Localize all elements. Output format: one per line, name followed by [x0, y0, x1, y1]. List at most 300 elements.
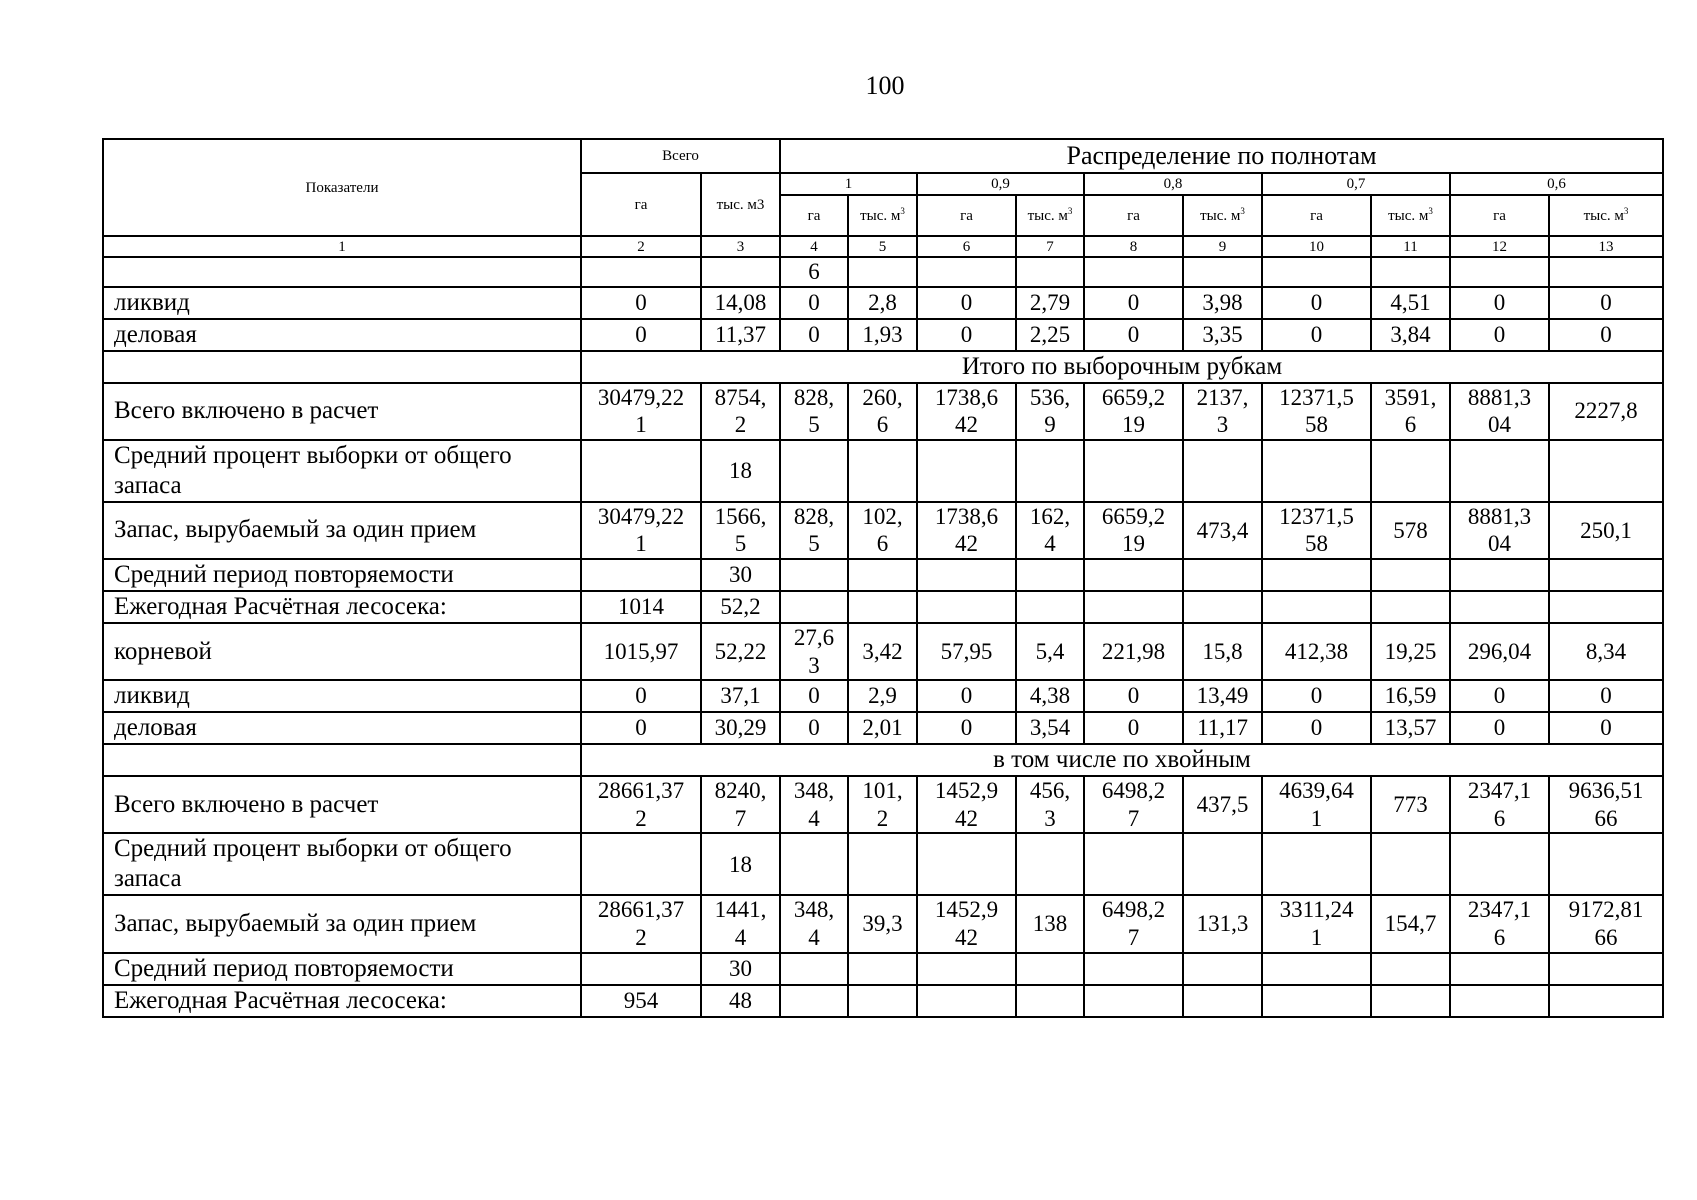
value-cell — [1549, 895, 1663, 952]
unit-superscript: 3 — [1240, 206, 1245, 216]
table-row — [103, 440, 1663, 502]
column-number: 10 — [1262, 236, 1371, 257]
value-text: 3 — [1044, 805, 1056, 831]
value-cell — [1450, 440, 1549, 502]
value-cell — [581, 895, 701, 952]
value-text: 19 — [1122, 412, 1146, 438]
value-cell — [1262, 985, 1371, 1017]
value-cell — [1016, 440, 1084, 502]
value-text: 131,3 — [1196, 911, 1249, 937]
row-label: Средний процент выборки от общего запаса — [103, 440, 581, 502]
value-cell — [1183, 502, 1262, 559]
value-cell — [581, 502, 701, 559]
value-text: 11,17 — [1197, 715, 1248, 741]
value-cell — [1549, 440, 1663, 502]
value-cell — [1262, 287, 1371, 319]
value-cell — [1084, 833, 1183, 895]
value-cell — [1450, 502, 1549, 559]
value-text: 28661,37 — [597, 778, 685, 804]
value-cell — [1262, 440, 1371, 502]
unit-superscript: 3 — [900, 206, 905, 216]
value-cell — [1183, 895, 1262, 952]
value-cell — [1016, 287, 1084, 319]
value-cell — [1450, 895, 1549, 952]
value-cell — [701, 319, 780, 351]
value-cell — [581, 623, 701, 680]
value-text: 3,98 — [1202, 289, 1243, 315]
value-text: 0 — [1493, 289, 1506, 315]
value-cell — [581, 440, 701, 502]
row-label: Всего включено в расчет — [103, 383, 581, 440]
value-text: 0 — [635, 683, 647, 709]
value-text: 12371,5 — [1279, 384, 1354, 410]
value-text: 0 — [1600, 289, 1612, 315]
unit-thous-m3 — [1183, 195, 1262, 236]
value-cell — [848, 591, 917, 623]
value-text: 6 — [1493, 924, 1506, 950]
value-text: 348, — [793, 778, 835, 804]
value-text: 221,98 — [1101, 638, 1166, 664]
value-text: 260, — [862, 384, 903, 410]
value-text: 296,04 — [1467, 638, 1532, 664]
value-cell — [701, 833, 780, 895]
value-cell — [1549, 319, 1663, 351]
value-cell — [1084, 319, 1183, 351]
value-text: 250,1 — [1580, 517, 1632, 543]
section-row — [103, 744, 1663, 776]
column-number: 2 — [581, 236, 701, 257]
unit-thous-m3 — [1016, 195, 1084, 236]
table-row — [103, 680, 1663, 712]
value-text: 0 — [635, 321, 647, 347]
value-text: 0 — [1600, 715, 1612, 741]
value-cell — [917, 591, 1016, 623]
value-text: 0 — [960, 715, 973, 741]
section-blank — [103, 351, 581, 383]
value-text: 0 — [1310, 289, 1323, 315]
value-cell — [848, 440, 917, 502]
value-text: 1015,97 — [603, 638, 679, 664]
value-cell — [780, 953, 848, 985]
value-cell — [1183, 559, 1262, 591]
value-cell — [780, 440, 848, 502]
value-text: 30479,22 — [597, 503, 685, 529]
density-1: 1 — [780, 173, 917, 195]
column-number: 5 — [848, 236, 917, 257]
value-text: 162, — [1029, 503, 1071, 529]
value-text: 828, — [793, 384, 835, 410]
value-text: 2347,1 — [1467, 897, 1532, 923]
value-text: 2,9 — [868, 683, 897, 709]
value-text: 7 — [1127, 924, 1140, 950]
value-cell — [1084, 559, 1183, 591]
value-text: 6498,2 — [1101, 897, 1166, 923]
value-text: 0 — [1310, 321, 1323, 347]
row-label: Средний период повторяемости — [103, 559, 581, 591]
value-text: 4639,64 — [1279, 778, 1354, 804]
value-text: 0 — [1493, 683, 1506, 709]
value-text: 6 — [876, 531, 889, 557]
value-cell — [581, 287, 701, 319]
value-cell — [1016, 591, 1084, 623]
column-number: 12 — [1450, 236, 1549, 257]
table-row — [103, 559, 1663, 591]
value-text: 30 — [729, 562, 752, 588]
value-text: 3311,24 — [1279, 897, 1354, 923]
value-cell — [1262, 833, 1371, 895]
density-0-9: 0,9 — [917, 173, 1084, 195]
value-text: 18 — [729, 851, 752, 877]
value-cell — [1371, 502, 1450, 559]
value-cell — [780, 319, 848, 351]
column-number: 1 — [103, 236, 581, 257]
value-text: 2,8 — [868, 289, 897, 315]
value-text: 42 — [955, 412, 979, 438]
value-cell — [1262, 319, 1371, 351]
row-label: деловая — [103, 319, 581, 351]
value-cell — [848, 319, 917, 351]
value-cell — [1450, 680, 1549, 712]
value-text: 30,29 — [714, 715, 767, 741]
value-text: 2 — [635, 805, 647, 831]
value-text: 58 — [1305, 412, 1329, 438]
value-cell — [1262, 776, 1371, 833]
value-text: 4 — [808, 924, 820, 950]
value-text: 1 — [635, 412, 647, 438]
unit-text: тыс. м — [1388, 208, 1429, 224]
section-row — [103, 351, 1663, 383]
value-cell — [1084, 623, 1183, 680]
value-text: 9636,51 — [1568, 778, 1644, 804]
value-cell — [1450, 623, 1549, 680]
value-text: 1738,6 — [934, 384, 999, 410]
value-cell — [1016, 680, 1084, 712]
value-text: 52,22 — [714, 638, 767, 664]
value-cell — [848, 680, 917, 712]
value-cell — [1016, 712, 1084, 744]
value-cell — [780, 623, 848, 680]
value-text: 0 — [635, 289, 647, 315]
value-text: 4 — [734, 924, 747, 950]
value-text: 5,4 — [1035, 638, 1065, 664]
value-text: 5 — [808, 531, 820, 557]
value-text: 2 — [876, 805, 889, 831]
value-cell — [1371, 591, 1450, 623]
value-text: 102, — [862, 503, 903, 529]
unit-ha: га — [1262, 195, 1371, 236]
value-cell — [1183, 833, 1262, 895]
row-label: Ежегодная Расчётная лесосека: — [103, 591, 581, 623]
value-cell — [1549, 559, 1663, 591]
value-text: 412,38 — [1284, 638, 1349, 664]
value-cell — [1262, 383, 1371, 440]
value-text: 0 — [1493, 715, 1506, 741]
value-cell — [1016, 319, 1084, 351]
value-text: 536, — [1029, 384, 1071, 410]
value-cell — [581, 559, 701, 591]
value-text: 6 — [1404, 412, 1417, 438]
value-cell — [1183, 383, 1262, 440]
row-label: деловая — [103, 712, 581, 744]
value-cell — [1371, 776, 1450, 833]
value-text: 1 — [635, 531, 647, 557]
value-cell — [848, 953, 917, 985]
value-cell — [1084, 953, 1183, 985]
value-text: 0 — [1310, 683, 1323, 709]
table-row — [103, 502, 1663, 559]
value-cell — [581, 712, 701, 744]
value-text: 2,79 — [1029, 289, 1071, 315]
value-text: 3591, — [1384, 384, 1437, 410]
value-text: 9172,81 — [1568, 897, 1644, 923]
value-cell — [917, 287, 1016, 319]
row-label: Запас, вырубаемый за один прием — [103, 502, 581, 559]
value-cell — [780, 287, 848, 319]
value-text: 3,35 — [1202, 321, 1243, 347]
value-cell — [780, 383, 848, 440]
value-text: 0 — [808, 289, 820, 315]
value-text: 2137, — [1196, 384, 1249, 410]
value-cell — [1371, 319, 1450, 351]
value-text: 473,4 — [1196, 517, 1249, 543]
value-cell — [1371, 257, 1450, 287]
unit-ha: га — [1084, 195, 1183, 236]
table-row — [103, 712, 1663, 744]
value-cell — [701, 440, 780, 502]
value-cell — [1016, 776, 1084, 833]
value-text: 39,3 — [862, 911, 903, 937]
value-cell — [701, 502, 780, 559]
section-title: в том числе по хвойным — [581, 744, 1663, 776]
value-text: 101, — [862, 778, 903, 804]
value-text: 1 — [1310, 924, 1323, 950]
value-text: 1738,6 — [934, 503, 999, 529]
value-cell — [1084, 985, 1183, 1017]
value-text: 66 — [1594, 924, 1618, 950]
value-cell — [581, 257, 701, 287]
value-cell — [1549, 591, 1663, 623]
value-text: 37,1 — [720, 683, 761, 709]
value-cell — [581, 985, 701, 1017]
value-text: 0 — [1600, 683, 1612, 709]
value-cell — [581, 833, 701, 895]
value-text: 57,95 — [940, 638, 993, 664]
value-text: 3 — [1216, 412, 1229, 438]
value-text: 42 — [955, 531, 979, 557]
value-cell — [1450, 383, 1549, 440]
value-text: 3,84 — [1390, 321, 1431, 347]
value-cell — [1084, 383, 1183, 440]
value-cell — [581, 680, 701, 712]
unit-text: тыс. м — [1027, 208, 1068, 224]
value-text: 0 — [808, 683, 820, 709]
value-cell — [1262, 559, 1371, 591]
value-text: 8881,3 — [1467, 503, 1532, 529]
value-text: 773 — [1393, 791, 1428, 817]
value-text: 2,25 — [1029, 321, 1071, 347]
table-row — [103, 319, 1663, 351]
value-text: 4,38 — [1029, 683, 1071, 709]
row-label — [103, 257, 581, 287]
value-cell — [1084, 712, 1183, 744]
value-cell — [1371, 712, 1450, 744]
value-cell — [1450, 559, 1549, 591]
value-cell — [1016, 623, 1084, 680]
value-text: 2 — [635, 924, 647, 950]
value-cell — [581, 319, 701, 351]
value-cell — [1450, 953, 1549, 985]
unit-text: тыс. м — [1583, 208, 1624, 224]
value-text: 58 — [1305, 531, 1329, 557]
value-text: 2227,8 — [1574, 398, 1638, 424]
column-number: 6 — [917, 236, 1016, 257]
value-cell — [1450, 776, 1549, 833]
value-text: 42 — [955, 805, 979, 831]
value-cell — [1016, 895, 1084, 952]
value-cell — [1183, 776, 1262, 833]
page-number: 100 — [865, 71, 905, 100]
value-text: 0 — [1127, 289, 1140, 315]
value-text: 2,01 — [862, 715, 903, 741]
value-cell — [848, 833, 917, 895]
value-cell — [1371, 559, 1450, 591]
section-title: Итого по выборочным рубкам — [581, 351, 1663, 383]
value-cell — [917, 502, 1016, 559]
header-distribution: Распределение по полнотам — [780, 139, 1663, 173]
value-cell — [1084, 895, 1183, 952]
value-cell — [917, 383, 1016, 440]
value-text: 954 — [623, 987, 659, 1013]
value-cell — [701, 953, 780, 985]
row-label: корневой — [103, 623, 581, 680]
value-cell — [1183, 319, 1262, 351]
value-cell — [780, 776, 848, 833]
value-cell — [1549, 623, 1663, 680]
value-cell — [1016, 383, 1084, 440]
value-cell — [1084, 776, 1183, 833]
value-text: 1014 — [618, 594, 664, 620]
value-cell — [917, 895, 1016, 952]
value-text: 8,34 — [1585, 638, 1627, 664]
value-cell — [701, 712, 780, 744]
value-text: 13,57 — [1384, 715, 1437, 741]
value-cell — [1183, 623, 1262, 680]
value-cell — [1371, 287, 1450, 319]
value-cell — [917, 953, 1016, 985]
value-text: 4 — [1044, 531, 1056, 557]
value-cell — [1262, 895, 1371, 952]
column-number: 9 — [1183, 236, 1262, 257]
value-text: 6 — [876, 412, 889, 438]
table-row — [103, 985, 1663, 1017]
value-text: 15,8 — [1202, 638, 1243, 664]
value-text: 0 — [808, 321, 820, 347]
value-cell — [848, 776, 917, 833]
value-cell — [848, 712, 917, 744]
column-number: 7 — [1016, 236, 1084, 257]
value-text: 5 — [808, 412, 820, 438]
value-text: 27,6 — [793, 624, 835, 650]
unit-superscript: 3 — [1428, 206, 1433, 216]
value-text: 9 — [1044, 412, 1056, 438]
value-text: 6 — [1493, 805, 1506, 831]
value-text: 13,49 — [1196, 683, 1249, 709]
unit-ha: га — [917, 195, 1016, 236]
value-cell — [780, 257, 848, 287]
value-text: 3,42 — [862, 638, 903, 664]
value-text: 0 — [960, 289, 973, 315]
value-cell — [780, 591, 848, 623]
value-cell — [1371, 953, 1450, 985]
value-cell — [1450, 257, 1549, 287]
value-cell — [1371, 383, 1450, 440]
value-text: 8240, — [714, 778, 767, 804]
value-cell — [1549, 287, 1663, 319]
value-text: 7 — [734, 805, 747, 831]
value-text: 1452,9 — [934, 897, 999, 923]
value-cell — [848, 895, 917, 952]
table-row — [103, 287, 1663, 319]
row-label: Запас, вырубаемый за один прием — [103, 895, 581, 952]
value-cell — [1262, 953, 1371, 985]
value-cell — [848, 623, 917, 680]
value-cell — [1371, 680, 1450, 712]
value-cell — [1183, 985, 1262, 1017]
value-text: 1441, — [714, 897, 767, 923]
value-cell — [1549, 712, 1663, 744]
value-cell — [701, 985, 780, 1017]
value-cell — [1450, 319, 1549, 351]
unit-ha: га — [780, 195, 848, 236]
value-cell — [780, 985, 848, 1017]
value-cell — [1549, 502, 1663, 559]
value-cell — [917, 559, 1016, 591]
value-cell — [1084, 680, 1183, 712]
value-text: 1,93 — [862, 321, 903, 347]
table-row — [103, 776, 1663, 833]
value-cell — [848, 287, 917, 319]
value-text: 04 — [1488, 412, 1512, 438]
value-cell — [1084, 502, 1183, 559]
value-cell — [780, 502, 848, 559]
value-text: 0 — [1127, 683, 1140, 709]
value-cell — [701, 623, 780, 680]
value-cell — [848, 559, 917, 591]
value-cell — [1450, 287, 1549, 319]
value-text: 6 — [808, 259, 820, 284]
value-cell — [1084, 287, 1183, 319]
value-text: 154,7 — [1384, 911, 1437, 937]
value-text: 0 — [635, 715, 647, 741]
value-cell — [780, 895, 848, 952]
value-cell — [917, 257, 1016, 287]
table-row — [103, 895, 1663, 952]
value-cell — [701, 776, 780, 833]
value-text: 3 — [808, 652, 820, 678]
value-cell — [1371, 985, 1450, 1017]
density-0-6: 0,6 — [1450, 173, 1663, 195]
value-cell — [701, 591, 780, 623]
value-cell — [780, 712, 848, 744]
value-cell — [581, 591, 701, 623]
value-text: 48 — [729, 987, 752, 1013]
unit-thous-m3 — [848, 195, 917, 236]
value-text: 1452,9 — [934, 778, 999, 804]
value-cell — [1183, 680, 1262, 712]
value-cell — [581, 383, 701, 440]
value-text: 66 — [1594, 805, 1618, 831]
value-text: 12371,5 — [1279, 503, 1354, 529]
